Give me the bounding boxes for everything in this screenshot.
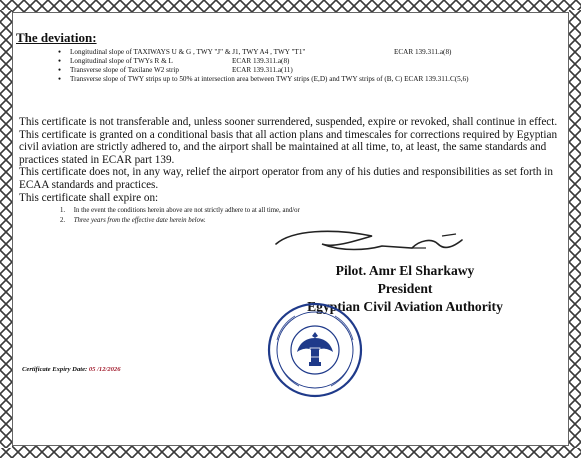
official-seal — [265, 300, 365, 400]
condition-text: Three years from the effective date herein below. — [73, 216, 206, 224]
certificate-terms — [19, 116, 559, 204]
deviation-ref: ECAR 139.311.a(8) — [232, 57, 290, 65]
handwritten-signature — [262, 222, 472, 262]
deviation-ref: ECAR 139.311.C(5,6) — [404, 75, 469, 83]
deviation-ref: ECAR 139.311.a(11) — [232, 66, 293, 74]
deviation-text: Transverse slope of TWY strips up to 50% at intersection area between TWY strips (E,D) and TWY strips of (B, C) — [70, 75, 403, 83]
signatory-organization: Egyptian Civil Aviation Authority — [307, 299, 503, 314]
condition-text: In the event the conditions herein above are not strictly adhere to at all time, and/or — [73, 207, 300, 214]
signatory-name: Pilot. Amr El Sharkawy — [335, 263, 475, 278]
condition-item — [60, 206, 300, 216]
deviation-item — [58, 66, 558, 75]
condition-number: 1. — [60, 207, 66, 214]
term-paragraph: This certificate is granted on a conditional basis that all action plans and timescales for corrections required by Egyptian civil aviation are strictly adhered to, and the airport shall be maintained at all time, to, at least, the same standards and practices stated in ECAR part 139. — [19, 128, 558, 166]
deviation-item — [58, 48, 558, 57]
deviation-list — [58, 48, 558, 84]
decorative-border-bottom — [0, 446, 581, 458]
condition-number: 2. — [60, 216, 66, 224]
deviation-text: Longitudinal slope of TAXIWAYS U & G , TWY "J" & J1, TWY A4 , TWY "T1" — [70, 48, 306, 56]
deviation-text: Transverse slope of Taxilane W2 strip — [70, 66, 179, 74]
signatory-title: President — [377, 281, 433, 296]
decorative-border-top — [0, 0, 581, 12]
term-paragraph: This certificate does not, in any way, relief the airport operator from any of his duties and responsibilities as set forth in ECAA standards and practices. — [19, 166, 553, 191]
deviation-item — [58, 57, 558, 66]
deviation-ref: ECAR 139.311.a(8) — [394, 48, 452, 56]
deviation-text: Longitudinal slope of TWYs R & L — [70, 57, 173, 65]
term-paragraph: This certificate shall expire on: — [19, 191, 159, 204]
certificate-expiry — [22, 366, 121, 373]
decorative-border-left — [0, 10, 12, 448]
expiry-label: Certificate Expiry Date: — [22, 366, 89, 373]
deviation-heading: The deviation: — [16, 30, 97, 45]
term-paragraph: This certificate is not transferable and, unless sooner surrendered, suspended, expire or revoked, shall continue in effect. — [19, 116, 558, 128]
decorative-border-right — [569, 10, 581, 448]
deviation-item — [58, 75, 518, 84]
expiry-date: 05 /12/2026 — [88, 366, 121, 373]
